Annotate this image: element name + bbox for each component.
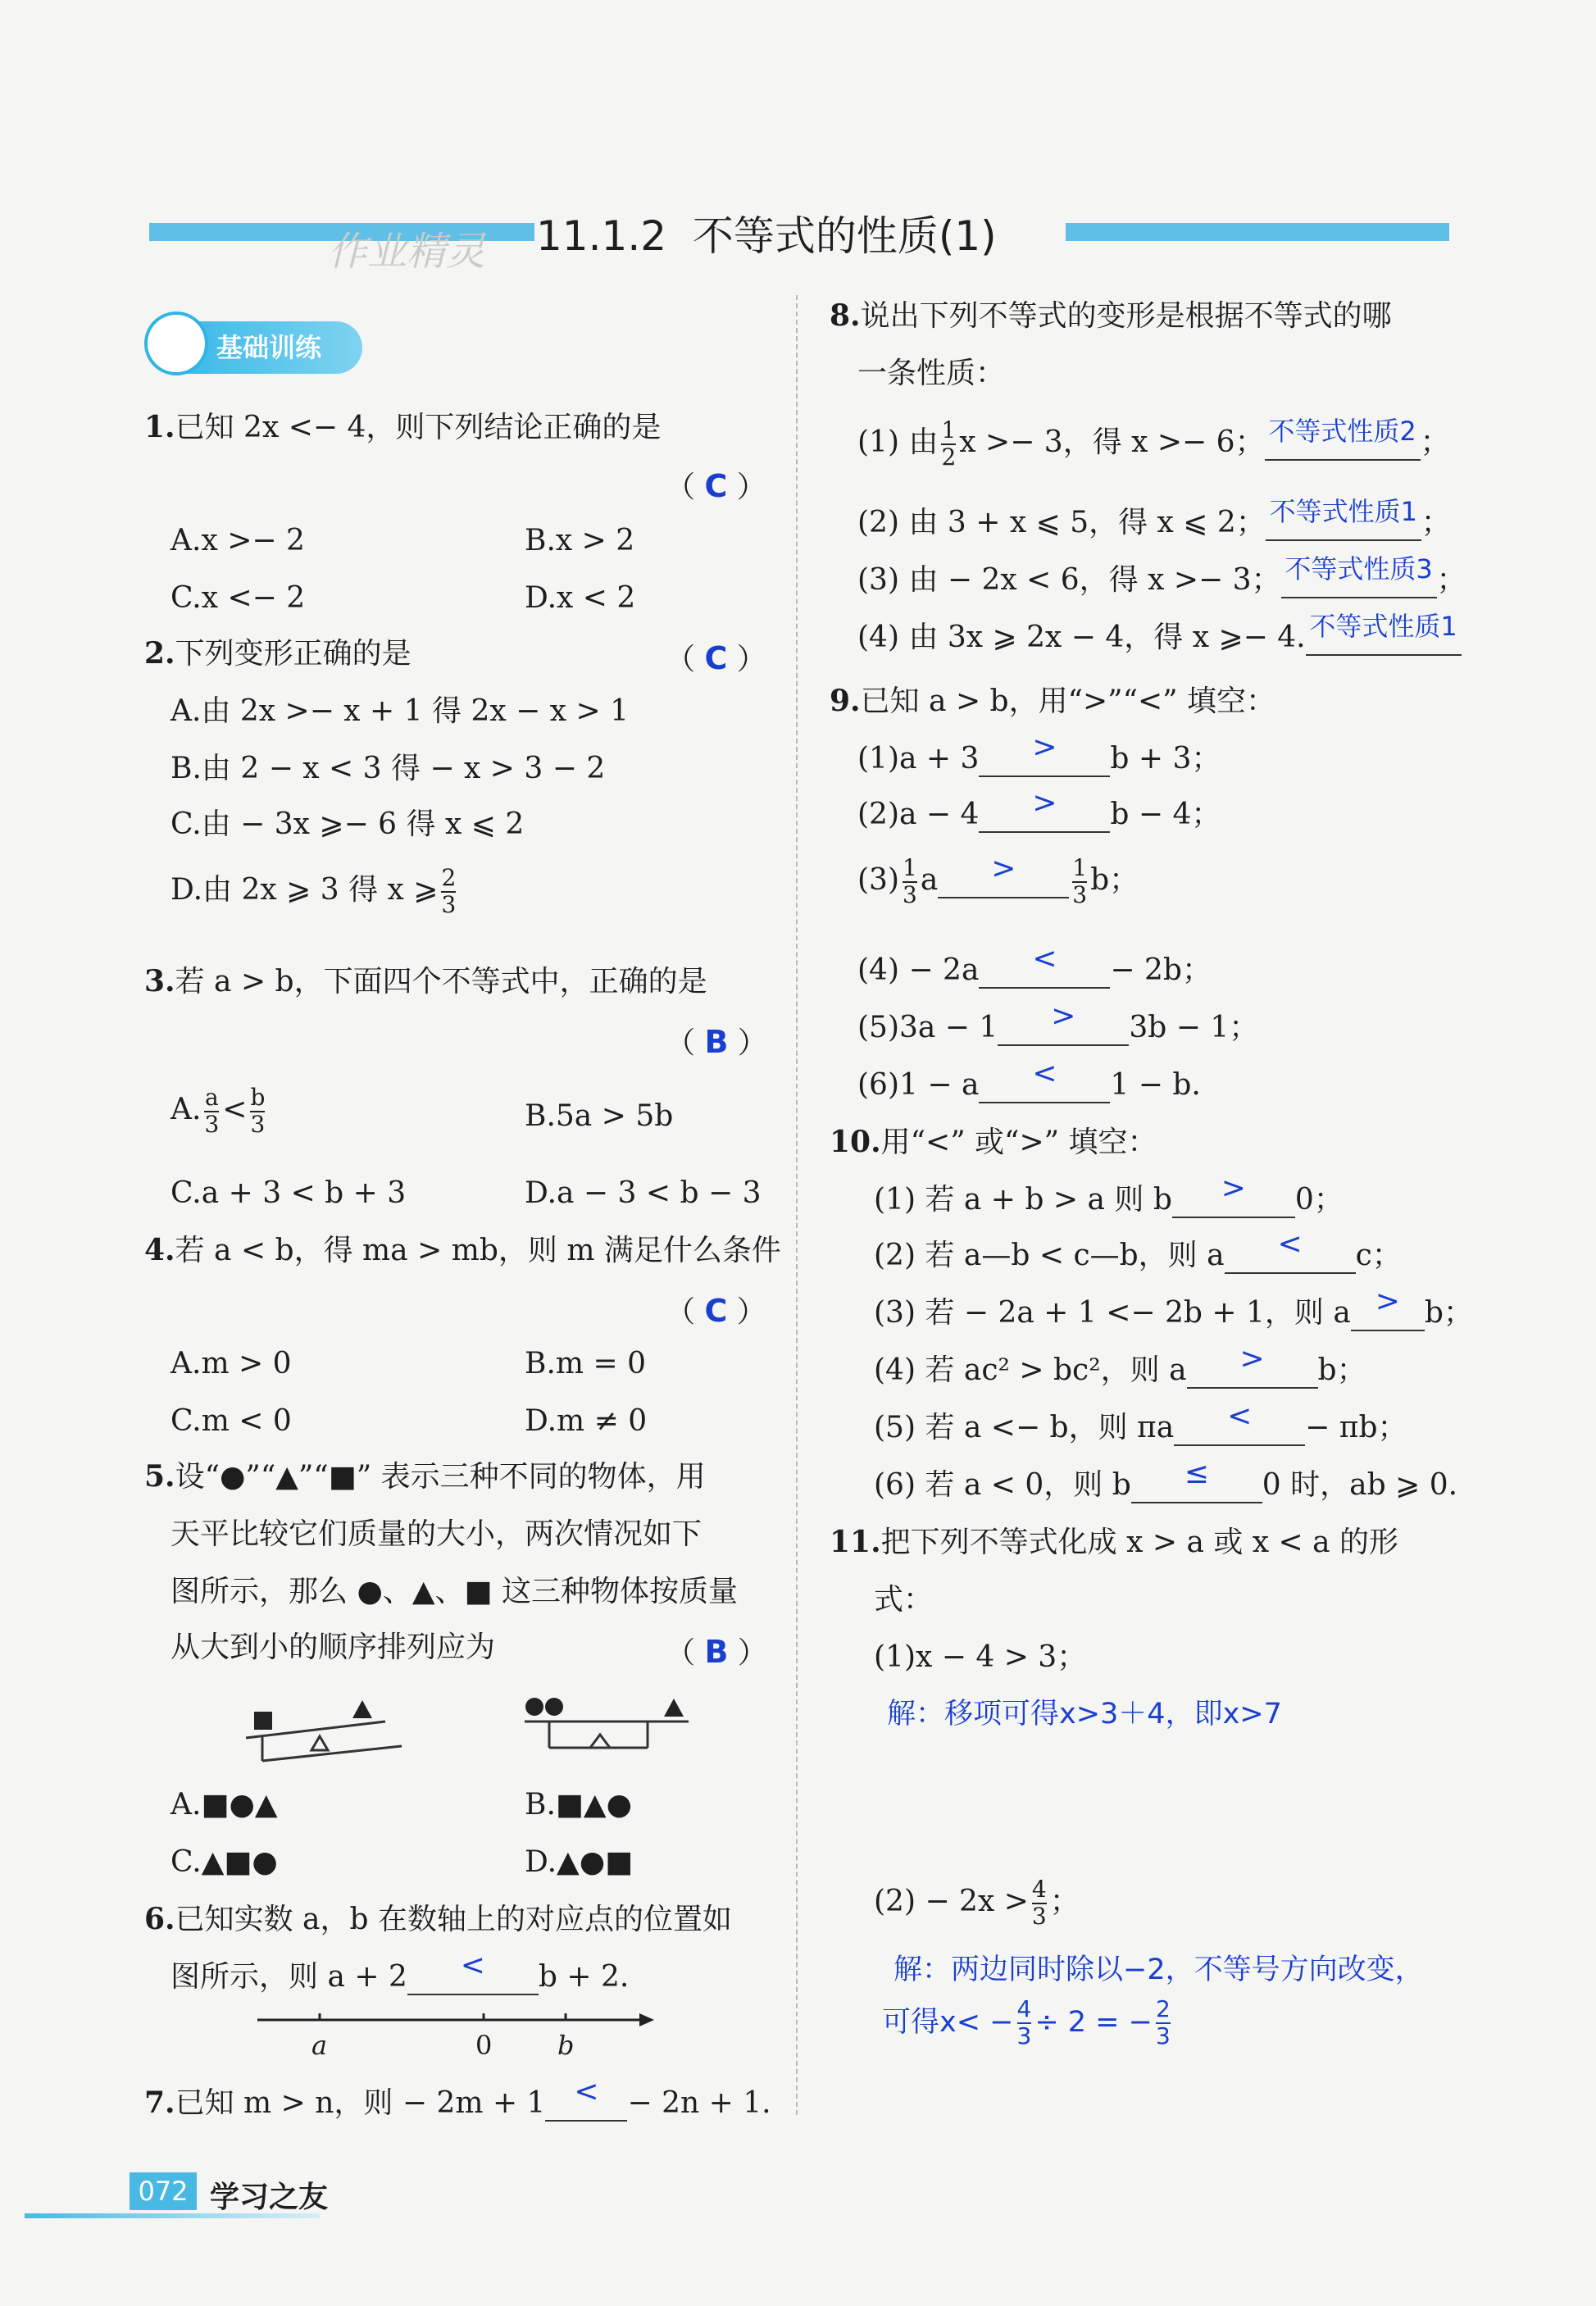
q10-item-6: (6) 若 a < 0，则 b ≤ 0 时，ab ⩾ 0. — [874, 1457, 1458, 1502]
q3-option-c: C.a + 3 < b + 3 — [171, 1176, 407, 1210]
q10-stem: 10.用“<” 或“>” 填空： — [830, 1125, 1157, 1159]
axis-label-b: b — [557, 2030, 575, 2061]
q11-part2: (2) − 2x > $\frac{4}{3}$ ； — [874, 1876, 1080, 1930]
q5-option-c: C.▲■● — [171, 1845, 278, 1879]
q10-item-3: (3) 若 − 2a + 1 <− 2b + 1，则 a > b； — [874, 1285, 1473, 1330]
q4-option-a: A.m > 0 — [171, 1347, 292, 1380]
q7: 7.已知 m > n，则 − 2m + 1 < − 2n + 1. — [144, 2075, 771, 2120]
section-badge: 基础训练 — [148, 321, 362, 374]
axis-label-a: a — [311, 2030, 328, 2061]
q2-option-d: D.由 2x ⩾ 3 得 x ⩾ $\frac{2}{3}$ — [171, 864, 457, 918]
q11-line2: 式： — [874, 1583, 934, 1617]
q2-option-c: C.由 − 3x ⩾− 6 得 x ⩽ 2 — [171, 807, 525, 841]
q1-option-b: B.x > 2 — [525, 524, 635, 557]
q8-item-3: (3) 由 − 2x < 6，得 x >− 3； 不等式性质3 ； — [857, 553, 1466, 597]
q2-answer: （ C ） — [666, 640, 766, 676]
axis-label-0: 0 — [475, 2030, 493, 2061]
q6-line2: 图所示，则 a + 2 < b + 2. — [171, 1949, 630, 1994]
q9-item-1: (1)a + 3 > b + 3； — [857, 730, 1221, 775]
badge-icon — [144, 312, 208, 375]
q8-item-1: (1) 由 $\frac{1}{2}$ x >− 3，得 x >− 6； 不等式性质2 ； — [857, 415, 1450, 471]
q11-solution2-line1: 解：两边同时除以−2，不等号方向改变， — [893, 1954, 1424, 1986]
q11-part1: (1)x − 4 > 3； — [874, 1640, 1087, 1674]
q5-line2: 天平比较它们质量的大小，两次情况如下 — [171, 1517, 703, 1551]
q8-line1: 8.说出下列不等式的变形是根据不等式的哪 — [830, 298, 1392, 333]
q1-answer: （ C ） — [666, 468, 766, 504]
balance-2 — [525, 1722, 689, 1748]
q5-line3: 图所示，那么 ●、▲、■ 这三种物体按质量 — [171, 1575, 738, 1608]
column-divider — [796, 295, 798, 2115]
q5-line1: 5.设“●”“▲”“■” 表示三种不同的物体，用 — [144, 1459, 706, 1494]
q2-option-b: B.由 2 − x < 3 得 − x > 3 − 2 — [171, 752, 606, 785]
q4-stem: 4.若 a < b，得 ma > mb，则 m 满足什么条件 — [144, 1233, 781, 1267]
q8-item-2: (2) 由 3 + x ⩽ 5，得 x ⩽ 2； 不等式性质1 ； — [857, 496, 1451, 539]
q4-answer: （ C ） — [666, 1293, 766, 1329]
q4-option-d: D.m ≠ 0 — [525, 1404, 648, 1438]
q3-option-b: B.5a > 5b — [525, 1099, 674, 1133]
q3-answer: （ B ） — [666, 1024, 767, 1060]
q6-line1: 6.已知实数 a，b 在数轴上的对应点的位置如 — [144, 1902, 732, 1936]
q3-stem: 3.若 a > b，下面四个不等式中，正确的是 — [144, 964, 707, 998]
q2-d-fraction: $\frac{2}{3}$ — [441, 864, 457, 918]
page-number: 072 — [130, 2172, 197, 2210]
section-title: 11.1.2 不等式的性质(1) — [536, 212, 997, 260]
q11-solution2-line2: 可得x< − $\frac{4}{3}$ ÷ 2 = − $\frac{2}{3}$ — [882, 1995, 1171, 2049]
q11-solution1: 解：移项可得x>3＋4，即x>7 — [887, 1698, 1282, 1731]
q9-item-4: (4) − 2a < − 2b； — [857, 942, 1212, 987]
q1-option-c: C.x <− 2 — [171, 581, 306, 615]
q1-option-a: A.x >− 2 — [171, 524, 305, 557]
q2-option-a: A.由 2x >− x + 1 得 2x − x > 1 — [171, 694, 629, 728]
watermark: 作业精灵 — [328, 229, 486, 275]
q11-line1: 11.把下列不等式化成 x > a 或 x < a 的形 — [830, 1525, 1399, 1559]
q2-stem: 2.下列变形正确的是 — [144, 636, 412, 671]
q8-item-4: (4) 由 3x ⩾ 2x − 4，得 x ⩾− 4. 不等式性质1 — [857, 620, 1462, 656]
q3-option-a: A. $\frac{a}{3}$ < $\frac{b}{3}$ — [171, 1084, 266, 1138]
q8-line2: 一条性质： — [857, 357, 1006, 390]
q9-item-2: (2)a − 4 > b − 4； — [857, 786, 1221, 831]
q4-option-b: B.m = 0 — [525, 1347, 646, 1380]
balance-diagram — [230, 1689, 721, 1771]
q5-option-d: D.▲●■ — [525, 1845, 634, 1879]
q10-item-5: (5) 若 a <− b，则 πa < − πb； — [874, 1399, 1407, 1444]
q5-line4: 从大到小的顺序排列应为 — [171, 1631, 496, 1664]
q10-item-2: (2) 若 a—b < c—b，则 a < c； — [874, 1227, 1402, 1272]
book-name: 学习之友 — [210, 2180, 329, 2214]
q10-item-1: (1) 若 a + b > a 则 b > 0； — [874, 1171, 1344, 1217]
title-bar-right — [1066, 223, 1449, 241]
q9-stem: 9.已知 a > b，用“>”“<” 填空： — [830, 684, 1275, 718]
q1-option-d: D.x < 2 — [525, 581, 636, 615]
q4-option-c: C.m < 0 — [171, 1404, 292, 1438]
q10-item-4: (4) 若 ac² > bc²，则 a > b； — [874, 1342, 1366, 1387]
q9-item-3: (3) $\frac{1}{3}$ a > $\frac{1}{3}$ b； — [857, 851, 1139, 908]
q5-answer: （ B ） — [666, 1634, 767, 1670]
q9-item-6: (6)1 − a < 1 − b. — [857, 1057, 1201, 1102]
q5-option-a: A.■●▲ — [171, 1788, 278, 1822]
q3-option-d: D.a − 3 < b − 3 — [525, 1176, 762, 1210]
q1-stem: 1.已知 2x <− 4，则下列结论正确的是 — [144, 410, 662, 444]
q5-option-b: B.■▲● — [525, 1788, 633, 1822]
q9-item-5: (5)3a − 1 > 3b − 1； — [857, 999, 1259, 1044]
